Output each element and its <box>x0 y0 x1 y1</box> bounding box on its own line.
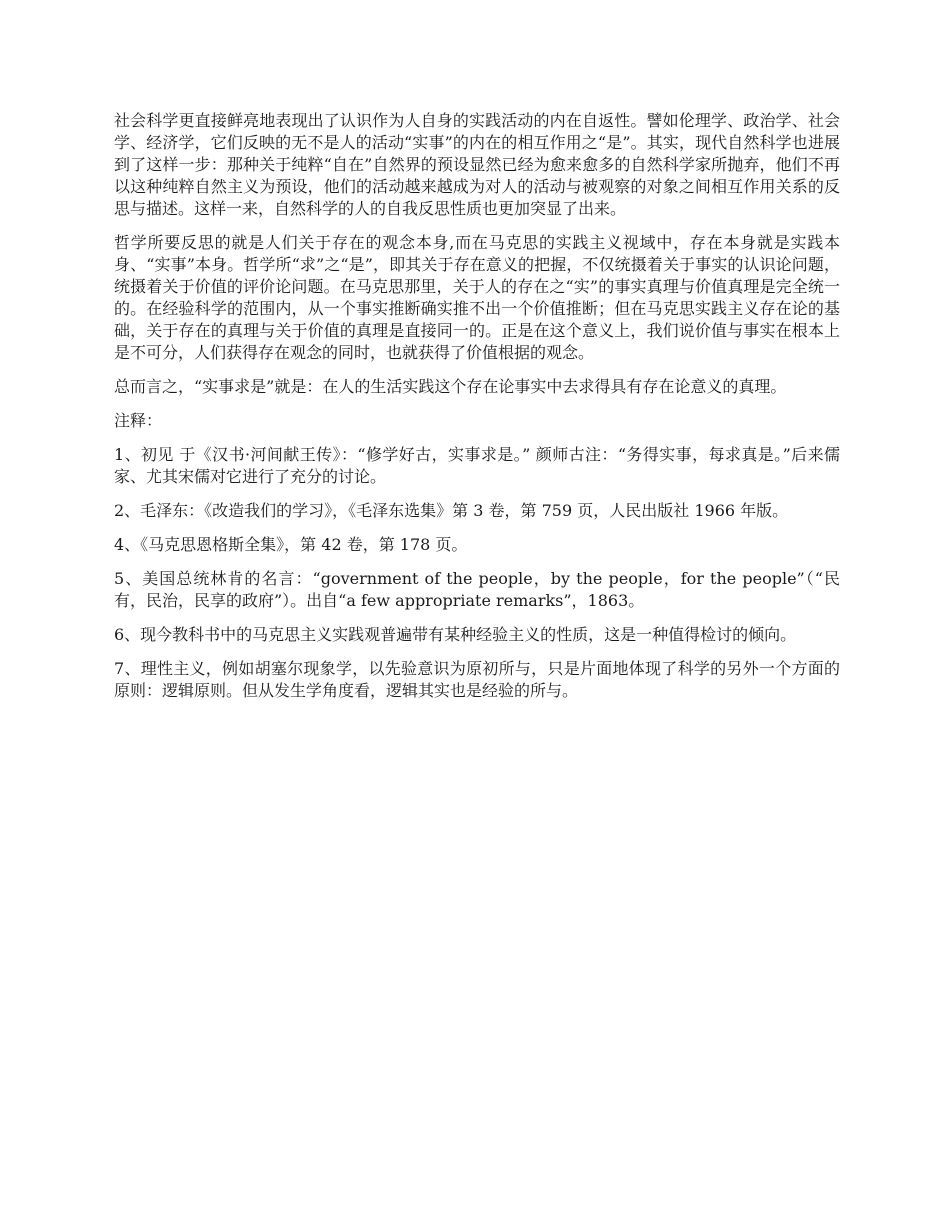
note-item-6: 6、现今教科书中的马克思主义实践观普遍带有某种经验主义的性质，这是一种值得检讨的倾向。 <box>114 625 797 644</box>
document-page <box>114 110 840 714</box>
note-item-5: 5、美国总统林肯的名言：“government of the people，by the people，for the people”（“民有，民治，民享的政府”）。出自“a few appropriate remarks”，1863。 <box>114 569 840 610</box>
notes-heading: 注释： <box>114 411 163 430</box>
note-item-7: 7、理性主义，例如胡塞尔现象学，以先验意识为原初所与，只是片面地体现了科学的另外一个方面的原则：逻辑原则。但从发生学角度看，逻辑其实也是经验的所与。 <box>114 659 840 700</box>
body-paragraph-2: 哲学所要反思的就是人们关于存在的观念本身,而在马克思的实践主义视域中，存在本身就是实践本身、“实事”本身。哲学所“求”之“是”，即其关于存在意义的把握，不仅统摄着关于事实的认识论问题，统摄着关于价值的评价论问题。在马克思那里，关于人的存在之“实”的事实真理与价值真理是完全统一的。在经验科学的范围内，从一个事实推断确实推不出一个价值推断；但在马克思实践主义存在论的基础，关于存在的真理与关于价值的真理是直接同一的。正是在这个意义上，我们说价值与事实在根本上是不可分，人们获得存在观念的同时，也就获得了价值根据的观念。 <box>114 233 840 362</box>
note-item-4: 4、《马克思恩格斯全集》，第 42 卷，第 178 页。 <box>114 535 468 554</box>
note-item-2: 2、毛泽东：《改造我们的学习》，《毛泽东选集》第 3 卷，第 759 页，人民出版社 1966 年版。 <box>114 501 789 520</box>
body-paragraph-1: 社会科学更直接鲜亮地表现出了认识作为人自身的实践活动的内在自返性。譬如伦理学、政治学、社会学、经济学，它们反映的无不是人的活动“实事”的内在的相互作用之“是”。其实，现代自然科学也进展到了这样一步：那种关于纯粹“自在”自然界的预设显然已经为愈来愈多的自然科学家所抛弃，他们不再以这种纯粹自然主义为预设，他们的活动越来越成为对人的活动与被观察的对象之间相互作用关系的反思与描述。这样一来，自然科学的人的自我反思性质也更加突显了出来。 <box>114 111 840 218</box>
body-paragraph-3: 总而言之，“实事求是”就是：在人的生活实践这个存在论事实中去求得具有存在论意义的真理。 <box>114 377 787 396</box>
note-item-1: 1、初见 于《汉书·河间献王传》：“修学好古，实事求是。” 颜师古注：“务得实事，每求真是。”后来儒家、尤其宋儒对它进行了充分的讨论。 <box>114 445 840 486</box>
